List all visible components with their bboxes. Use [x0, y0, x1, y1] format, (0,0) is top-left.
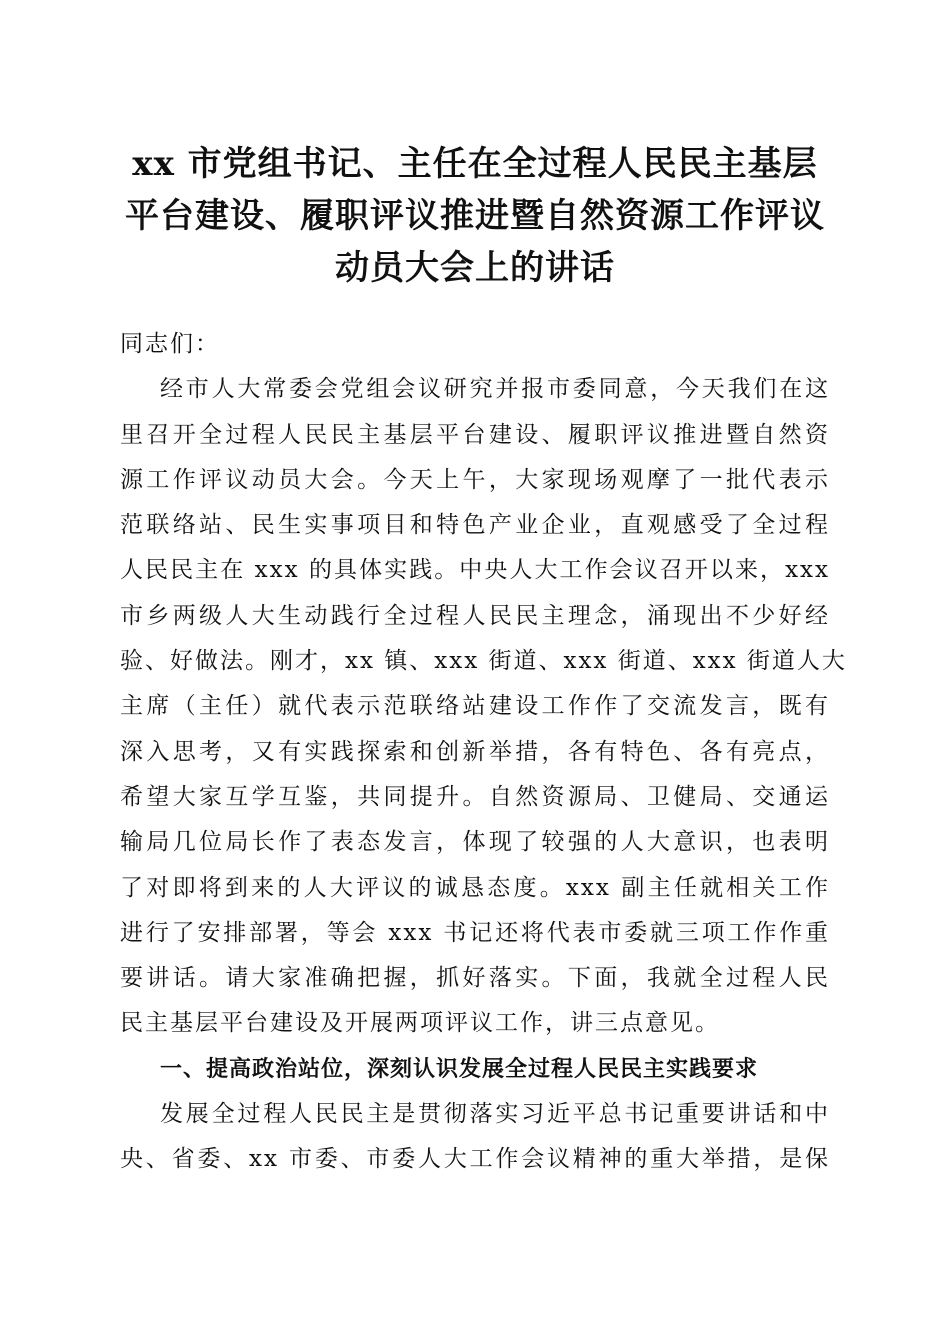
title-line: 动员大会上的讲话	[335, 248, 615, 288]
text-line: 人民民主在 xxx 的具体实践。中央人大工作会议召开以来，xxx	[120, 557, 830, 584]
section-heading: 一、提高政治站位，深刻认识发展全过程人民民主实践要求	[160, 1056, 759, 1082]
text-line: 输局几位局长作了表态发言，体现了较强的人大意识，也表明	[120, 829, 830, 856]
text-line: 主席（主任）就代表示范联络站建设工作作了交流发言，既有	[120, 693, 830, 720]
text-line: 希望大家互学互鉴，共同提升。自然资源局、卫健局、交通运	[120, 783, 830, 810]
text-line: 经市人大常委会党组会议研究并报市委同意，今天我们在这	[160, 376, 830, 403]
title-line: xx 市党组书记、主任在全过程人民民主基层	[132, 144, 818, 184]
text-line: 了对即将到来的人大评议的诚恳态度。xxx 副主任就相关工作	[120, 874, 830, 901]
text-line: 源工作评议动员大会。今天上午，大家现场观摩了一批代表示	[120, 466, 830, 493]
text-line: 要讲话。请大家准确把握，抓好落实。下面，我就全过程人民	[120, 965, 830, 992]
document-title	[100, 138, 850, 294]
text-line: 市乡两级人大生动践行全过程人民民主理念，涌现出不少好经	[120, 602, 830, 629]
text-line: 验、好做法。刚才，xx 镇、xxx 街道、xxx 街道、xxx 街道人大	[120, 648, 847, 675]
title-line: 平台建设、履职评议推进暨自然资源工作评议	[125, 196, 825, 236]
paragraph-2	[120, 1092, 830, 1183]
text-line: 里召开全过程人民民主基层平台建设、履职评议推进暨自然资	[120, 421, 830, 448]
salutation: 同志们：	[120, 331, 220, 357]
text-line: 进行了安排部署，等会 xxx 书记还将代表市委就三项工作作重	[120, 919, 830, 946]
text-line: 深入思考，又有实践探索和创新举措，各有特色、各有亮点，	[120, 738, 830, 765]
text-line: 央、省委、xx 市委、市委人大工作会议精神的重大举措，是保	[120, 1146, 830, 1173]
text-line: 范联络站、民生实事项目和特色产业企业，直观感受了全过程	[120, 512, 830, 539]
document-body	[120, 322, 847, 1183]
paragraph-1	[120, 367, 847, 1046]
text-line: 民主基层平台建设及开展两项评议工作，讲三点意见。	[120, 1010, 720, 1037]
text-line: 发展全过程人民民主是贯彻落实习近平总书记重要讲话和中	[160, 1101, 830, 1128]
